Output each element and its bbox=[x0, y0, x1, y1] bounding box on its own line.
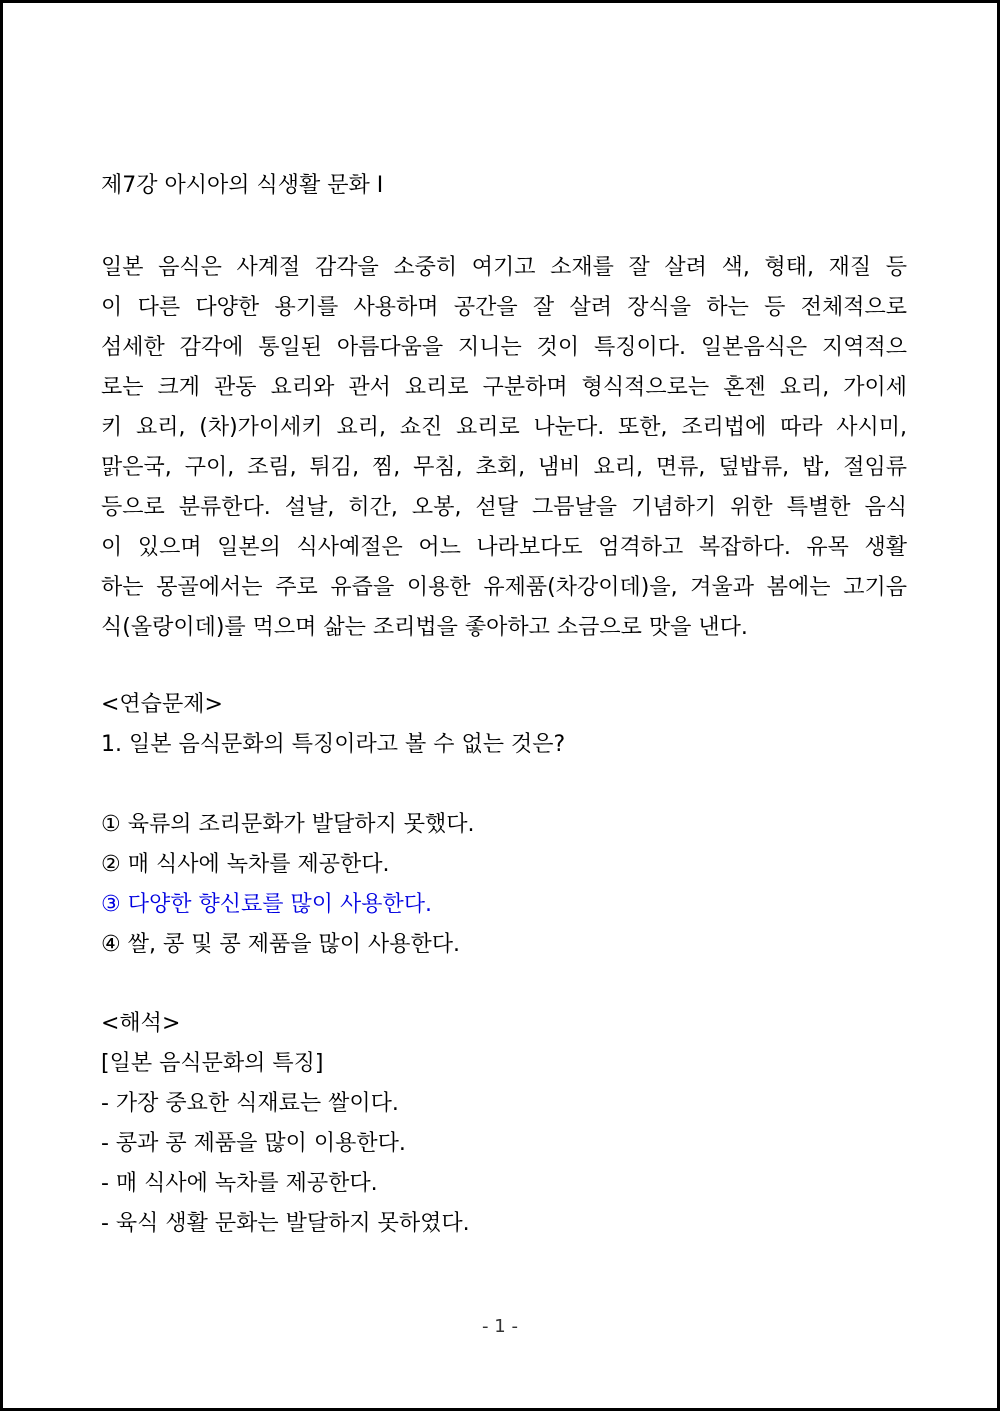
body-line: 등으로 분류한다. 설날, 히간, 오봉, 섣달 그믐날을 기념하기 위한 특별한 음식 bbox=[101, 495, 907, 520]
body-line: 맑은국, 구이, 조림, 튀김, 찜, 무침, 초회, 냄비 요리, 면류, 덮밥류, 밥, 절임류 bbox=[101, 455, 907, 480]
body-line: 일본 음식은 사계절 감각을 소중히 여기고 소재를 잘 살려 색, 형태, 재질 등 bbox=[101, 255, 907, 280]
lecture-title: 제7강 아시아의 식생활 문화 Ⅰ bbox=[101, 173, 384, 198]
practice-heading: <연습문제> bbox=[101, 692, 223, 717]
body-line: 키 요리, (차)가이세키 요리, 쇼진 요리로 나눈다. 또한, 조리법에 따라 사시미, bbox=[101, 415, 907, 440]
body-line: 이 다른 다양한 용기를 사용하며 공간을 잘 살려 장식을 하는 등 전체적으로 bbox=[101, 295, 907, 320]
explanation-item: - 콩과 콩 제품을 많이 이용한다. bbox=[101, 1131, 406, 1156]
body-line: 이 있으며 일본의 식사예절은 어느 나라보다도 엄격하고 복잡하다. 유목 생활 bbox=[101, 535, 907, 560]
body-line: 하는 몽골에서는 주로 유즙을 이용한 유제품(차강이데)을, 겨울과 봄에는 고기음 bbox=[101, 575, 907, 600]
body-line: 섬세한 감각에 통일된 아름다움을 지니는 것이 특징이다. 일본음식은 지역적으 bbox=[101, 335, 907, 360]
explanation-subheading: [일본 음식문화의 특징] bbox=[101, 1051, 324, 1076]
answer-option-1: ① 육류의 조리문화가 발달하지 못했다. bbox=[101, 812, 475, 837]
body-line: 식(올랑이데)를 먹으며 삶는 조리법을 좋아하고 소금으로 맛을 낸다. bbox=[101, 615, 748, 640]
explanation-heading: <해석> bbox=[101, 1011, 181, 1036]
answer-option-3-correct: ③ 다양한 향신료를 많이 사용한다. bbox=[101, 892, 432, 917]
practice-question: 1. 일본 음식문화의 특징이라고 볼 수 없는 것은? bbox=[101, 732, 566, 757]
page-number: - 1 - bbox=[482, 1316, 518, 1337]
answer-option-2: ② 매 식사에 녹차를 제공한다. bbox=[101, 852, 390, 877]
body-paragraph bbox=[101, 248, 907, 648]
explanation-item: - 매 식사에 녹차를 제공한다. bbox=[101, 1171, 378, 1196]
body-line: 로는 크게 관동 요리와 관서 요리로 구분하며 형식적으로는 혼젠 요리, 가이세 bbox=[101, 375, 907, 400]
answer-option-4: ④ 쌀, 콩 및 콩 제품을 많이 사용한다. bbox=[101, 932, 460, 957]
explanation-item: - 육식 생활 문화는 발달하지 못하였다. bbox=[101, 1211, 470, 1236]
explanation-item: - 가장 중요한 식재료는 쌀이다. bbox=[101, 1091, 399, 1116]
